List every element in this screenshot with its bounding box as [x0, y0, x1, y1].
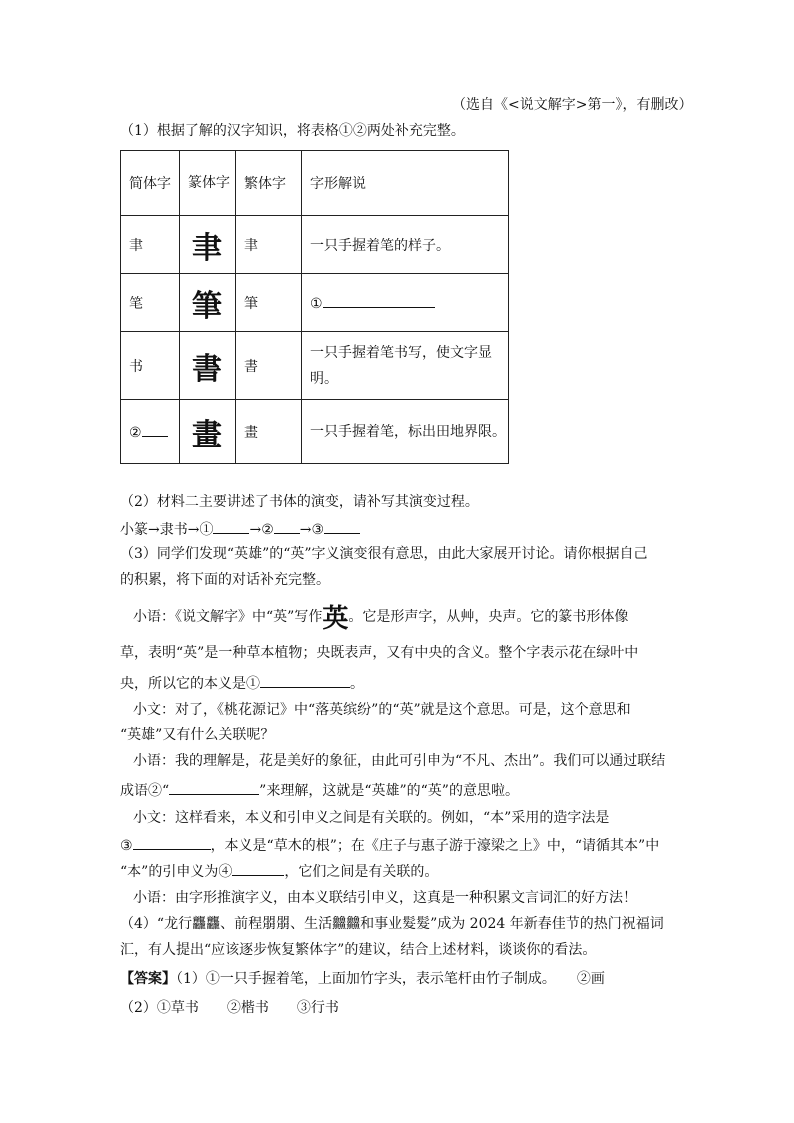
- answer-blank[interactable]: [274, 519, 300, 534]
- dialogue-line: 小文：对了，《桃花源记》中“落英缤纷”的“英”就是这个意思。可是，这个意思和: [133, 702, 631, 718]
- answer-blank[interactable]: [213, 519, 249, 534]
- seal-glyph-ying: 英: [322, 604, 349, 634]
- dialogue-line: [120, 780, 519, 800]
- dialogue-text: ，本义是“草木的根”；在《庄子与惠子游于濠梁之上》中，“请循其本”中: [210, 838, 660, 854]
- answer-blank[interactable]: [169, 780, 259, 795]
- question-3-cont: 的积累，将下面的对话补充完整。: [120, 572, 330, 588]
- cell-traditional: 畫: [236, 400, 302, 464]
- source-note: （选自《<说文解字>第一》，有删改）: [452, 97, 693, 113]
- chain-part-2: →②: [249, 522, 274, 538]
- answer-line-1: [120, 970, 605, 988]
- dialogue-text: ，它们之间是有关联的。: [284, 864, 439, 880]
- cell-traditional: 書: [236, 332, 302, 400]
- cell-simplified: 笔: [121, 274, 180, 332]
- header-traditional: 繁体字: [236, 151, 302, 216]
- answer-label: 【答案】: [120, 971, 176, 987]
- seal-glyph: 畫: [180, 400, 236, 464]
- dialogue-text: ”来理解，这就是“英雄”的“英”的意思啦。: [259, 783, 519, 799]
- answer-blank[interactable]: [133, 835, 211, 850]
- dialogue-line: [120, 673, 364, 693]
- dialogue-line: 草，表明“英”是一种草本植物；央既表声，又有中央的含义。整个字表示花在绿叶中: [120, 645, 639, 661]
- character-table: [120, 150, 509, 464]
- table-row: [121, 274, 509, 332]
- seal-glyph: 聿: [180, 216, 236, 274]
- answer-blank[interactable]: [232, 861, 284, 876]
- dialogue-text: “本”的引申义为④: [120, 864, 233, 880]
- table-row: [121, 400, 509, 464]
- dialogue-text: ③: [120, 838, 133, 854]
- dialogue-line: 小语：由字形推演字义，由本义联结引申义，这真是一种积累文言词汇的好方法！: [133, 890, 637, 906]
- cell-traditional: 聿: [236, 216, 302, 274]
- header-description: 字形解说: [302, 151, 509, 216]
- dialogue-text: 央，所以它的本义是①: [120, 676, 260, 692]
- dialogue-text: 。: [350, 676, 364, 692]
- question-4: （4）“龙行龘龘、前程朤朤、生活䲜䲜和事业髮髮”成为 2024 年新春佳节的热门祝福词: [120, 916, 664, 932]
- dialogue-line: “英雄”又有什么关联呢？: [120, 727, 275, 743]
- blank-label: ②: [129, 425, 142, 441]
- blank-label: ①: [310, 296, 323, 312]
- cell-description: 一只手握着笔书写，使文字显明。: [302, 332, 509, 400]
- table-row: [121, 216, 509, 274]
- cell-description: [302, 274, 509, 332]
- chain-part-3: →③: [299, 522, 325, 538]
- header-seal: 篆体字: [180, 151, 236, 216]
- cell-description: 一只手握着笔的样子。: [302, 216, 509, 274]
- cell-simplified: 书: [121, 332, 180, 400]
- cell-simplified: [121, 400, 180, 464]
- chain-part-1: 小篆→隶书→①: [120, 522, 214, 538]
- answer-blank[interactable]: [323, 293, 435, 308]
- cell-traditional: 筆: [236, 274, 302, 332]
- dialogue-text: 小语：《说文解字》中“英”写作: [133, 609, 323, 625]
- question-4-cont: 汇，有人提出“应该逐步恢复繁体字”的建议，结合上述材料，谈谈你的看法。: [120, 942, 597, 958]
- answer-blank[interactable]: [142, 422, 168, 437]
- table-header-row: [121, 151, 509, 216]
- dialogue-line: [120, 835, 659, 855]
- dialogue-line: 小文：这样看来，本义和引申义之间是有关联的。例如，“本”采用的造字法是: [133, 810, 610, 826]
- seal-glyph: 筆: [180, 274, 236, 332]
- evolution-chain: [120, 519, 360, 539]
- header-simplified: 简体字: [121, 151, 180, 216]
- dialogue-line: [120, 861, 438, 881]
- question-2: （2）材料二主要讲述了书体的演变，请补写其演变过程。: [120, 494, 479, 510]
- answer-text: （1）①一只手握着笔，上面加竹字头，表示笔杆由竹子制成。 ②画: [176, 971, 605, 987]
- seal-glyph: 書: [180, 332, 236, 400]
- dialogue-text: 。它是形声字，从艸，央声。它的篆书形体像: [348, 609, 629, 625]
- table-row: [121, 332, 509, 400]
- dialogue-text: 成语②“: [120, 783, 170, 799]
- answer-blank[interactable]: [324, 519, 360, 534]
- question-3: （3）同学们发现“英雄”的“英”字义演变很有意思，由此大家展开讨论。请你根据自己: [120, 546, 648, 562]
- cell-simplified: 聿: [121, 216, 180, 274]
- dialogue-line: [133, 604, 629, 634]
- question-1: （1）根据了解的汉字知识，将表格①②两处补充完整。: [120, 123, 465, 139]
- answer-line-2: （2）①草书 ②楷书 ③行书: [120, 1000, 339, 1016]
- answer-blank[interactable]: [260, 673, 350, 688]
- cell-description: 一只手握着笔，标出田地界限。: [302, 400, 509, 464]
- dialogue-line: 小语：我的理解是，花是美好的象征，由此可引申为“不凡、杰出”。我们可以通过联结: [133, 753, 666, 769]
